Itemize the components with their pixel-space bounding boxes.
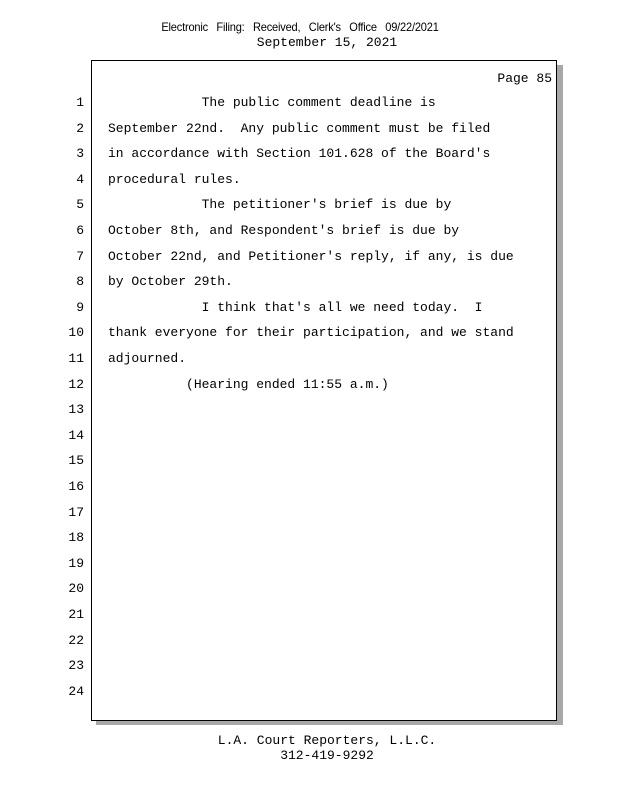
line-text: by October 29th. — [108, 274, 233, 289]
line-number: 22 — [68, 633, 84, 648]
footer-company: L.A. Court Reporters, L.L.C. — [217, 733, 437, 748]
line-number: 1 — [76, 95, 84, 110]
line-text: The petitioner's brief is due by — [108, 197, 452, 212]
line-number: 23 — [68, 658, 84, 673]
line-text: procedural rules. — [108, 172, 241, 187]
line-number: 11 — [68, 351, 84, 366]
line-number: 10 — [68, 325, 84, 340]
line-number: 9 — [76, 300, 84, 315]
line-number: 24 — [68, 684, 84, 699]
line-text: thank everyone for their participation, and we stand — [108, 325, 514, 340]
header-date: September 15, 2021 — [256, 35, 398, 50]
line-text: September 22nd. Any public comment must be filed — [108, 121, 491, 136]
line-number: 15 — [68, 453, 84, 468]
page-number: Page 85 — [497, 71, 552, 86]
line-text: I think that's all we need today. I — [108, 300, 483, 315]
line-text: in accordance with Section 101.628 of the Board's — [108, 146, 491, 161]
line-number: 7 — [76, 249, 84, 264]
line-number: 3 — [76, 146, 84, 161]
line-text: October 22nd, and Petitioner's reply, if any, is due — [108, 249, 514, 264]
line-text: The public comment deadline is — [108, 95, 436, 110]
line-text: (Hearing ended 11:55 a.m.) — [108, 377, 389, 392]
line-number: 5 — [76, 197, 84, 212]
line-number: 19 — [68, 556, 84, 571]
footer-phone: 312-419-9292 — [280, 748, 374, 763]
line-number: 16 — [68, 479, 84, 494]
footer — [0, 733, 618, 763]
line-number: 8 — [76, 274, 84, 289]
filing-stamp: Electronic Filing: Received, Clerk's Office 09/22/2021 — [161, 20, 439, 34]
line-number: 21 — [68, 607, 84, 622]
line-number: 13 — [68, 402, 84, 417]
line-number: 6 — [76, 223, 84, 238]
line-number: 18 — [68, 530, 84, 545]
line-number: 17 — [68, 505, 84, 520]
line-text: adjourned. — [108, 351, 187, 366]
line-number: 2 — [76, 121, 84, 136]
line-text: October 8th, and Respondent's brief is due by — [108, 223, 460, 238]
line-number: 14 — [68, 428, 84, 443]
line-number: 20 — [68, 581, 84, 596]
line-number: 12 — [68, 377, 84, 392]
line-number: 4 — [76, 172, 84, 187]
